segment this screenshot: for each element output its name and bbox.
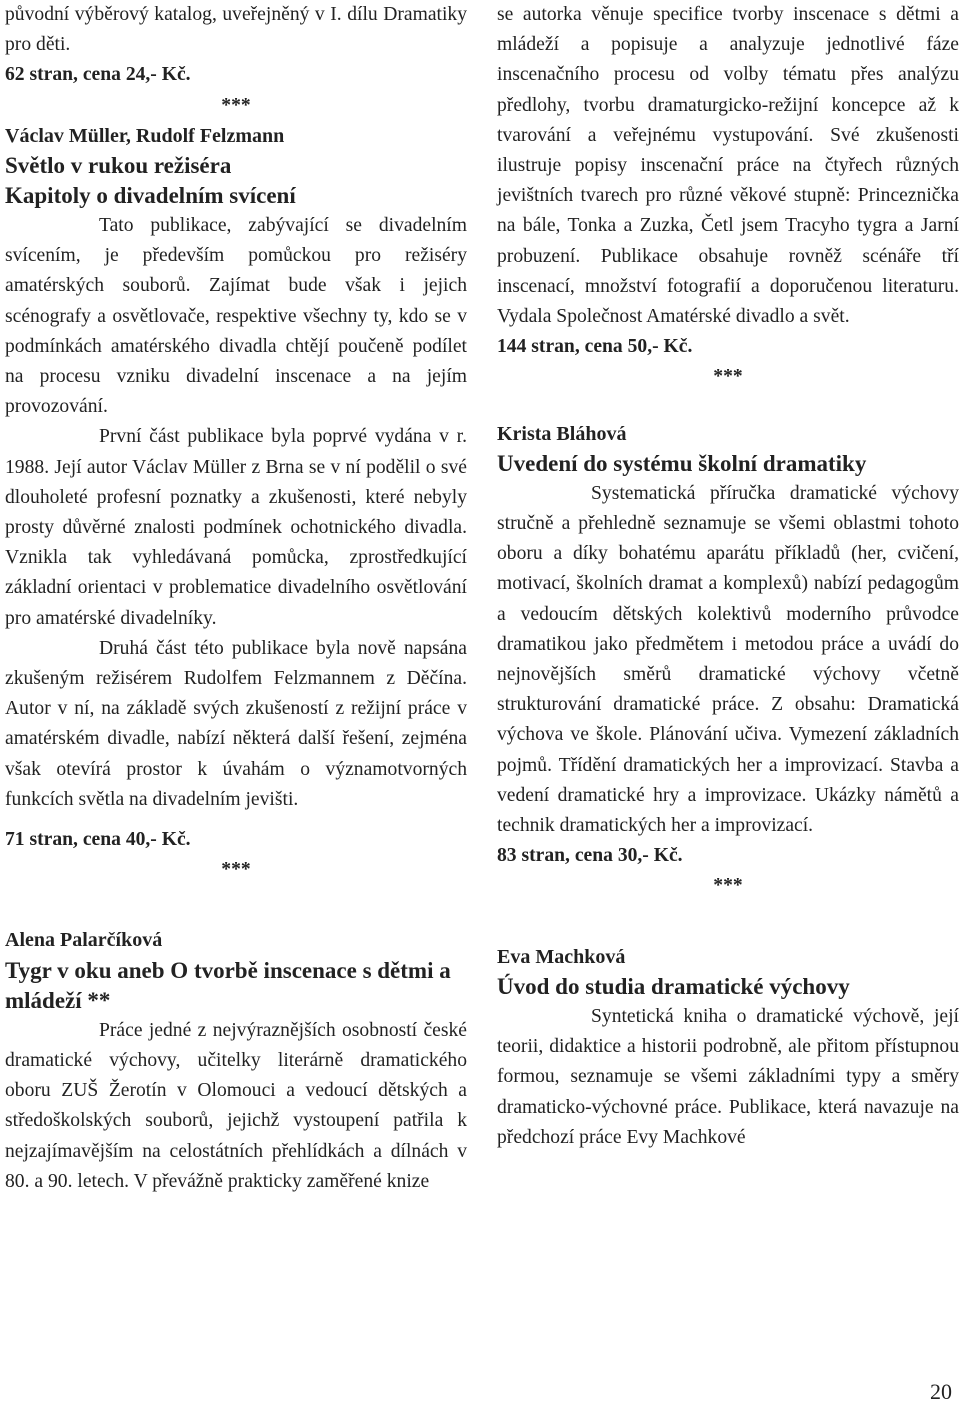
book-description: Práce jedné z nejvýraznějších osobností české dramatické výchovy, učitelky literárně dramatického oboru ZUŠ Žerotín v Olomouci a vedoucí dětských a středoškolských souborů, jejichž vystoupení patřila k nejzajímavějším na celostátních přehlídkách a dílnách v 80. a 90. letech. V převážně prakticky zaměřené knize (5, 1019, 467, 1192)
book-description: První část publikace byla poprvé vydána v r. 1988. Její autor Václav Müller z Brna se v ní podělil o své dlouholeté profesní poznatky a zkušenosti, které nebyly prosty důvěrné znalosti podmínek ochotnického divadla. Vznikla tak vyhledávaná pomůcka, zprostředkující základní orientaci v problematice divadelního osvětlování pro amatérské divadelníky. (5, 426, 467, 629)
book-description: Syntetická kniha o dramatické výchově, její teorii, didaktice a historii podrobně, ale přitom přístupnou formou, seznamuje se všemi základními typy a směry dramaticko-výchovné práce. Publikace, která navazuje na předchozí práce Evy Machkové (497, 1005, 959, 1148)
book-title: Uvedení do systému školní dramatiky (497, 450, 867, 476)
separator-stars: *** (713, 875, 743, 897)
book-description: Tato publikace, zabývající se divadelním svícením, je především pomůckou pro režiséry amatérských souborů. Zajímat bude však i jejich scénografy a osvětlovače, respektive všechny ty, kdo se v podmínkách amatérského divadla chtějí poučeně podílet na procesu vzniku divadelní inscenace a na jejím provozování. (5, 215, 467, 418)
page-number: 20 (930, 1379, 952, 1404)
book-description: se autorka věnuje specifice tvorby inscenace s dětmi a mládeží a popisuje a analyzuje jednotlivé fáze inscenačního procesu od volby tématu přes analýzu předlohy, tvorbu dramaturgicko-režijní koncepce až k tvarování a veřejnému vystupování. Své zkušenosti ilustruje popisy inscenační práce na čtyřech různých jevištních tvarech pro různé věkové stupně: Princeznička na bále, Tonka a Zuzka, Četl jsem Tracyho tygra a Jarní probuzení. Publikace obsahuje rovněž scénáře tří inscenací, množství fotografií a doporučenou literaturu. Vydala Společnost Amatérské divadlo a svět. (497, 4, 959, 328)
book-title: Světlo v rukou režiséra (5, 153, 232, 179)
book-price: 144 stran, cena 50,- Kč. (497, 336, 693, 358)
book-author: Eva Machková (497, 945, 626, 968)
separator-stars: *** (221, 859, 251, 881)
book-title: Úvod do studia dramatické výchovy (497, 973, 850, 999)
separator-stars: *** (713, 366, 743, 388)
book-subtitle: Kapitoly o divadelním svícení (5, 183, 296, 209)
book-author: Krista Bláhová (497, 422, 627, 445)
left-column (5, 0, 467, 1197)
book-price: 71 stran, cena 40,- Kč. (5, 829, 191, 851)
book-title: Tygr v oku aneb O tvorbě inscenace s dětmi a mládeží ** (5, 957, 451, 1013)
separator-stars: *** (221, 94, 251, 116)
book-description: Druhá část této publikace byla nově napsána zkušeným režisérem Rudolfem Felzmannem z Děčína. Autor v ní, na základě svých zkušeností z režijní práce v amatérském divadle, nabízí některá další řešení, zejména však otevírá prostor k úvahám o významotvorných funkcích světla na divadelním jevišti. (5, 637, 467, 810)
intro-text: původní výběrový katalog, uveřejněný v I. dílu Dramatiky pro děti. (5, 4, 467, 56)
book-description: Systematická příručka dramatické výchovy stručně a přehledně seznamuje se všemi oblastmi tohoto oboru a díky bohatému aparátu příkladů (her, cvičení, motivací, školních dramat a komplexů) nabízí pedagogům a vedoucím dětských kolektivů moderního průvodce dramatikou jako předmětem i metodou práce a uvádí do nejnovějších směrů dramatické výchovy včetně strukturování dramatické práce. Z obsahu: Dramatická výchova ve škole. Plánování učiva. Vymezení základních pojmů. Třídění dramatických her a improvizací. Stavba a vedení dramatické hry a improvizace. Ukázky námětů a technik dramatických her a improvizací. (497, 482, 959, 837)
book-authors: Václav Müller, Rudolf Felzmann (5, 124, 285, 147)
intro-price: 62 stran, cena 24,- Kč. (5, 64, 191, 86)
book-price: 83 stran, cena 30,- Kč. (497, 845, 683, 867)
book-author: Alena Palarčíková (5, 929, 163, 952)
right-column (497, 0, 959, 1153)
